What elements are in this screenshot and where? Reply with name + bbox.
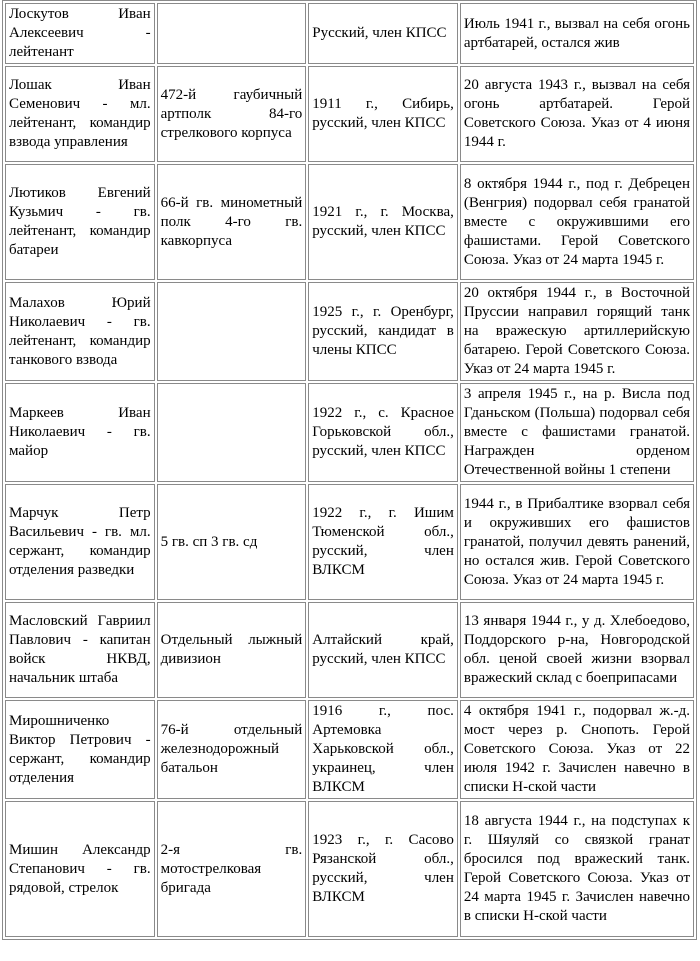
table-row [5, 602, 694, 698]
name-cell: Мишин Александр Степанович - гв. рядовой, стрелок [5, 801, 155, 937]
origin-cell: 1911 г., Сибирь, русский, член КПСС [308, 66, 458, 162]
unit-cell [157, 3, 307, 64]
table-row [5, 484, 694, 600]
table-row [5, 3, 694, 64]
deed-cell: 20 октября 1944 г., в Восточной Пруссии направил горящий танк на вражескую артиллерийскую батарею. Герой Советского Союза. Указ от 24 марта 1945 г. [460, 282, 694, 381]
name-cell: Малахов Юрий Николаевич - гв. лейтенант, командир танкового взвода [5, 282, 155, 381]
unit-cell: 2-я гв. мотострелковая бригада [157, 801, 307, 937]
origin-cell: 1916 г., пос. Артемовка Харьковской обл., украинец, член ВЛКСМ [308, 700, 458, 799]
deed-cell: 1944 г., в Прибалтике взорвал себя и окруживших его фашистов гранатой, получил девять ранений, но остался жив. Герой Советского Союза. Указ от 24 марта 1945 г. [460, 484, 694, 600]
unit-cell: 66-й гв. минометный полк 4-го гв. кавкорпуса [157, 164, 307, 280]
heroes-table [2, 0, 697, 940]
deed-cell: Июль 1941 г., вызвал на себя огонь артбатарей, остался жив [460, 3, 694, 64]
table-row [5, 801, 694, 937]
deed-cell: 13 января 1944 г., у д. Хлебоедово, Поддорского р-на, Новгородской обл. ценой своей жизни взорвал вражеский склад с боеприпасами [460, 602, 694, 698]
name-cell: Маркеев Иван Николаевич - гв. майор [5, 383, 155, 482]
origin-cell: 1922 г., г. Ишим Тюменской обл., русский, член ВЛКСМ [308, 484, 458, 600]
origin-cell: Алтайский край, русский, член КПСС [308, 602, 458, 698]
deed-cell: 20 августа 1943 г., вызвал на себя огонь артбатарей. Герой Советского Союза. Указ от 4 июня 1944 г. [460, 66, 694, 162]
name-cell: Лошак Иван Семенович - мл. лейтенант, командир взвода управления [5, 66, 155, 162]
deed-cell: 4 октября 1941 г., подорвал ж.-д. мост через р. Снопоть. Герой Советского Союза. Указ от 22 июля 1942 г. Зачислен навечно в списки Н-ской части [460, 700, 694, 799]
name-cell: Лоскутов Иван Алексеевич - лейтенант [5, 3, 155, 64]
unit-cell [157, 383, 307, 482]
name-cell: Масловский Гавриил Павлович - капитан войск НКВД, начальник штаба [5, 602, 155, 698]
table-row [5, 383, 694, 482]
unit-cell: 76-й отдельный железнодорожный батальон [157, 700, 307, 799]
unit-cell: 5 гв. сп 3 гв. сд [157, 484, 307, 600]
origin-cell: 1925 г., г. Оренбург, русский, кандидат в члены КПСС [308, 282, 458, 381]
name-cell: Лютиков Евгений Кузьмич - гв. лейтенант, командир батареи [5, 164, 155, 280]
origin-cell: 1922 г., с. Красное Горьковской обл., русский, член КПСС [308, 383, 458, 482]
unit-cell: 472-й гаубичный артполк 84-го стрелкового корпуса [157, 66, 307, 162]
table-row [5, 66, 694, 162]
table-row [5, 164, 694, 280]
table-row [5, 282, 694, 381]
deed-cell: 8 октября 1944 г., под г. Дебрецен (Венгрия) подорвал себя гранатой вместе с окружившими его фашистами. Герой Советского Союза. Указ от 24 марта 1945 г. [460, 164, 694, 280]
unit-cell [157, 282, 307, 381]
unit-cell: Отдельный лыжный дивизион [157, 602, 307, 698]
origin-cell: Русский, член КПСС [308, 3, 458, 64]
origin-cell: 1923 г., г. Сасово Рязанской обл., русский, член ВЛКСМ [308, 801, 458, 937]
deed-cell: 3 апреля 1945 г., на р. Висла под Гданьском (Польша) подорвал себя вместе с фашистами гранатой. Награжден орденом Отечественной войны 1 степени [460, 383, 694, 482]
name-cell: Мирошниченко Виктор Петрович - сержант, командир отделения [5, 700, 155, 799]
deed-cell: 18 августа 1944 г., на подступах к г. Шяуляй со связкой гранат бросился под вражеский танк. Герой Советского Союза. Указ от 24 марта 1945 г. Зачислен навечно в списки Н-ской части [460, 801, 694, 937]
table-row [5, 700, 694, 799]
origin-cell: 1921 г., г. Москва, русский, член КПСС [308, 164, 458, 280]
name-cell: Марчук Петр Васильевич - гв. мл. сержант, командир отделения разведки [5, 484, 155, 600]
